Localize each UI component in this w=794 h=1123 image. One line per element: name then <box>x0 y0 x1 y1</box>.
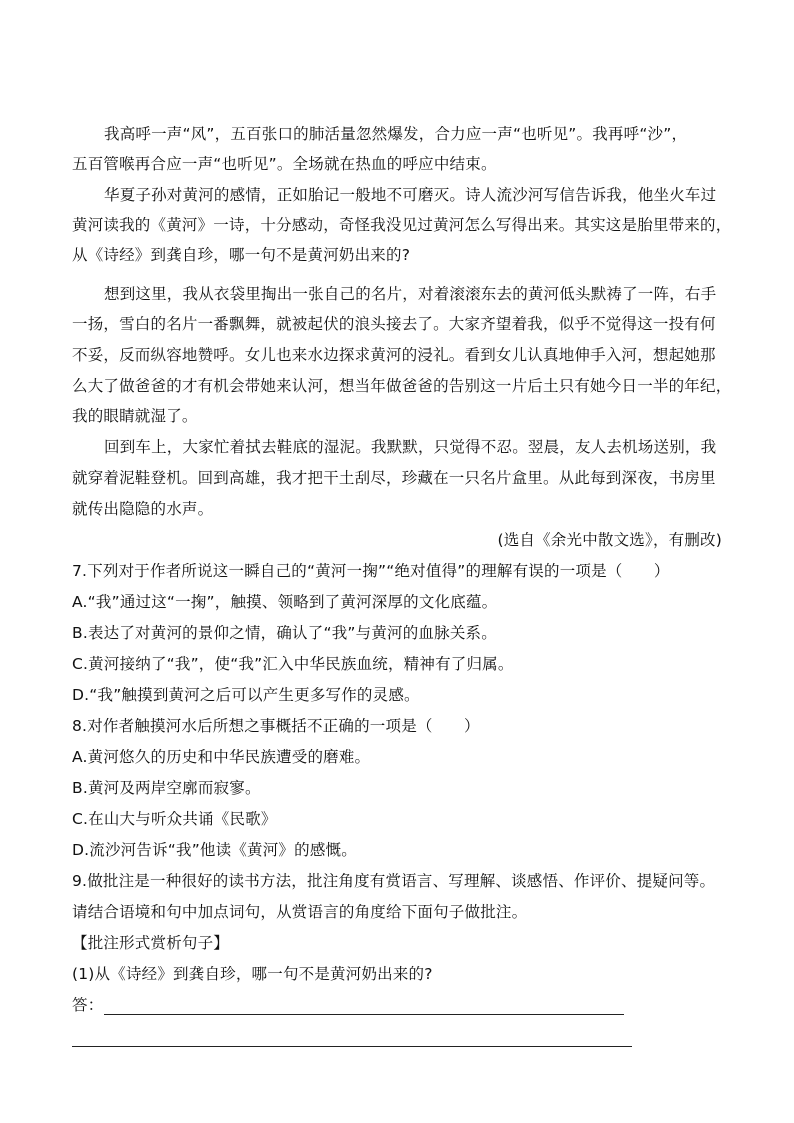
question-8-option-d: D.流沙河告诉“我”他读《黄河》的感慨。 <box>72 841 357 859</box>
passage-p4-line3: 就传出隐隐的水声。 <box>72 500 214 518</box>
answer-line-1[interactable] <box>104 1014 624 1015</box>
passage-p4-line1: 回到车上，大家忙着拭去鞋底的湿泥。我默默，只觉得不忍。翌晨，友人去机场送别，我 <box>104 438 717 456</box>
passage-p2-line2: 黄河读我的《黄河》一诗，十分感动，奇怪我没见过黄河怎么写得出来。其实这是胎里带来的， <box>72 216 732 234</box>
question-7-option-c: C.黄河接纳了“我”，使“我”汇入中华民族血统，精神有了归属。 <box>72 655 514 673</box>
passage-p2-line3: 从《诗经》到龚自珍，哪一句不是黄河奶出来的? <box>72 246 411 264</box>
passage-p3-line5: 我的眼睛就湿了。 <box>72 407 198 425</box>
passage-p3-line3: 不妥，反而纵容地赞呼。女儿也来水边探求黄河的浸礼。看到女儿认真地伸手入河，想起她那 <box>72 346 716 364</box>
question-7-option-d: D.“我”触摸到黄河之后可以产生更多写作的灵感。 <box>72 686 420 704</box>
passage-p2-line1: 华夏子孙对黄河的感情，正如胎记一般地不可磨灭。诗人流沙河写信告诉我，他坐火车过 <box>104 186 717 204</box>
question-7-option-a: A.“我”通过这“一掬”，触摸、领略到了黄河深厚的文化底蕴。 <box>72 593 498 611</box>
question-9-section-title: 【批注形式赏析句子】 <box>72 934 230 952</box>
question-9-stem-line1: 9.做批注是一种很好的读书方法，批注角度有赏语言、写理解、谈感悟、作评价、提疑问等。 <box>72 872 716 890</box>
passage-p3-line2: 一扬，雪白的名片一番飘舞，就被起伏的浪头接去了。大家齐望着我，似乎不觉得这一投有何 <box>72 315 716 333</box>
passage-source: (选自《余光中散文选》，有删改) <box>497 531 722 549</box>
question-7-stem: 7.下列对于作者所说这一瞬自己的“黄河一掬”“绝对值得”的理解有误的一项是（ ） <box>72 562 670 580</box>
question-8-option-b: B.黄河及两岸空廓而寂寥。 <box>72 779 261 797</box>
passage-p3-line1: 想到这里，我从衣袋里掏出一张自己的名片，对着滚滚东去的黄河低头默祷了一阵，右手 <box>104 285 717 303</box>
passage-p4-line2: 就穿着泥鞋登机。回到高雄，我才把干土刮尽，珍藏在一只名片盒里。从此每到深夜，书房里 <box>72 469 716 487</box>
question-8-stem: 8.对作者触摸河水后所想之事概括不正确的一项是（ ） <box>72 717 480 735</box>
answer-line-2[interactable] <box>72 1046 632 1047</box>
question-8-option-c: C.在山大与听众共诵《民歌》 <box>72 810 277 828</box>
question-9-sub1: (1)从《诗经》到龚自珍，哪一句不是黄河奶出来的? <box>72 965 433 983</box>
question-9-answer-label: 答： <box>72 996 104 1014</box>
passage-p1-line1: 我高呼一声“风”，五百张口的肺活量忽然爆发，合力应一声“也听见”。我再呼“沙”， <box>104 125 688 143</box>
passage-p3-line4: 么大了做爸爸的才有机会带她来认河，想当年做爸爸的告别这一片后土只有她今日一半的年纪， <box>72 377 732 395</box>
question-9-stem-line2: 请结合语境和句中加点词句，从赏语言的角度给下面句子做批注。 <box>72 903 528 921</box>
question-7-option-b: B.表达了对黄河的景仰之情，确认了“我”与黄河的血脉关系。 <box>72 624 497 642</box>
passage-p1-line2: 五百管喉再合应一声“也听见”。全场就在热血的呼应中结束。 <box>72 155 497 173</box>
question-8-option-a: A.黄河悠久的历史和中华民族遭受的磨难。 <box>72 748 371 766</box>
